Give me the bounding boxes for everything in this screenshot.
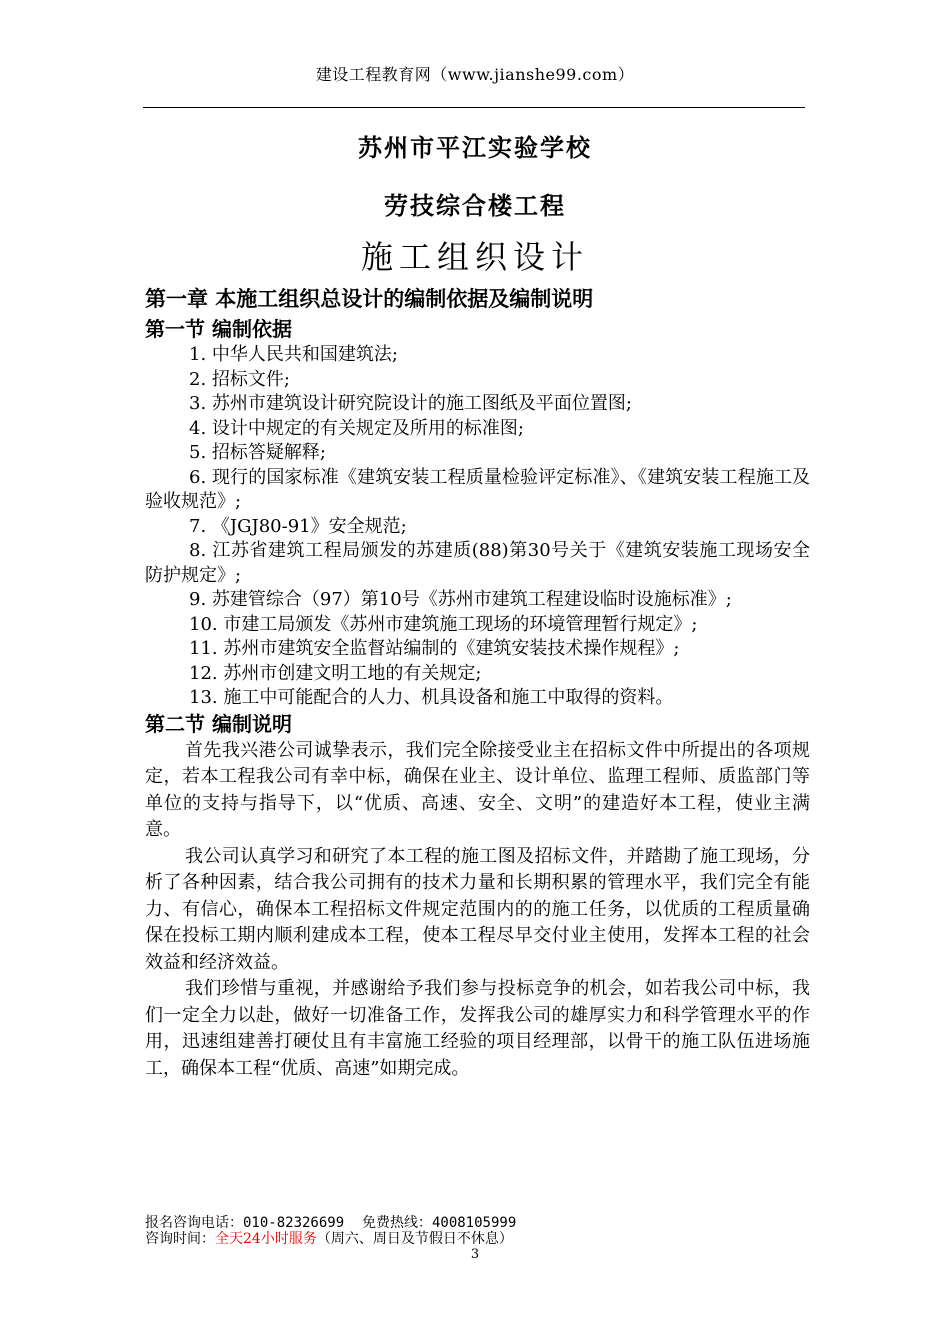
school-title: 苏州市平江实验学校 [358, 133, 592, 162]
section-heading-basis: 第一节 编制依据 [145, 317, 292, 341]
document-title: 施工组织设计 [360, 238, 589, 276]
hotline-number: 4008105999 [431, 1215, 517, 1231]
project-title: 劳技综合楼工程 [384, 191, 566, 220]
list-item: 10. 市建工局颁发《苏州市建筑施工现场的环境管理暂行规定》; [189, 613, 698, 635]
list-item: 5. 招标答疑解释; [189, 442, 326, 463]
list-item: 11. 苏州市建筑安全监督站编制的《建筑安装技术操作规程》; [189, 638, 680, 659]
paragraph: 我公司认真学习和研究了本工程的施工图及招标文件，并踏勘了施工现场，分析了各种因素，结合我公司拥有的技术力量和长期积累的管理水平，我们完全有能力、有信心，确保本工程招标文件规定范围内的的施工任务，以优质的工程质量确保在投标工期内顺利建成本工程，使本工程尽早交付业主使用，发挥本工程的社会效益和经济效益。 [145, 845, 810, 973]
list-item: 8. 江苏省建筑工程局颁发的苏建质(88)第30号关于《建筑安装施工现场安全防护规定》; [145, 540, 810, 586]
list-item: 1. 中华人民共和国建筑法; [189, 344, 398, 365]
list-item: 13. 施工中可能配合的人力、机具设备和施工中取得的资料。 [189, 687, 674, 708]
list-item: 4. 设计中规定的有关规定及所用的标准图; [189, 417, 524, 439]
list-item: 12. 苏州市创建文明工地的有关规定; [189, 662, 482, 684]
phone-label: 报名咨询电话： [145, 1215, 243, 1231]
paragraph: 首先我兴港公司诚挚表示，我们完全除接受业主在招标文件中所提出的各项规定，若本工程我公司有幸中标，确保在业主、设计单位、监理工程师、质监部门等单位的支持与指导下，以“优质、高速、安全、文明”的建造好本工程，使业主满意。 [145, 739, 810, 840]
footer-contact-line [145, 1215, 516, 1231]
document-body [145, 282, 810, 1082]
chapter-heading: 第一章 本施工组织总设计的编制依据及编制说明 [145, 286, 594, 311]
phone-number: 010-82326699 [243, 1215, 345, 1231]
section-heading-notes: 第二节 编制说明 [145, 711, 292, 736]
hours-label: 咨询时间： [145, 1231, 215, 1247]
list-item: 7. 《JGJ80-91》安全规范; [189, 515, 407, 537]
footer-hours-line [145, 1231, 516, 1247]
page-footer [145, 1215, 516, 1247]
hotline-label: 免费热线： [361, 1215, 432, 1231]
page-header: 建设工程教育网（www.jianshe99.com） [315, 65, 635, 84]
list-item: 6. 现行的国家标准《建筑安装工程质量检验评定标准》、《建筑安装工程施工及验收规范》; [145, 466, 810, 512]
hours-highlight: 全天24小时服务 [215, 1231, 317, 1247]
basis-list [145, 343, 810, 711]
hours-note: （周六、周日及节假日不休息） [316, 1231, 513, 1247]
list-item: 9. 苏建管综合（97）第10号《苏州市建筑工程建设临时设施标准》; [189, 589, 732, 610]
list-item: 3. 苏州市建筑设计研究院设计的施工图纸及平面位置图; [189, 393, 632, 414]
paragraph: 我们珍惜与重视，并感谢给予我们参与投标竞争的机会，如若我公司中标，我们一定全力以赴，做好一切准备工作，发挥我公司的雄厚实力和科学管理水平的作用，迅速组建善打硬仗且有丰富施工经验的项目经理部，以骨干的施工队伍进场施工，确保本工程“优质、高速”如期完成。 [145, 978, 810, 1079]
list-item: 2. 招标文件; [189, 368, 290, 390]
header-rule [143, 107, 805, 108]
page-number: 3 [470, 1247, 480, 1262]
